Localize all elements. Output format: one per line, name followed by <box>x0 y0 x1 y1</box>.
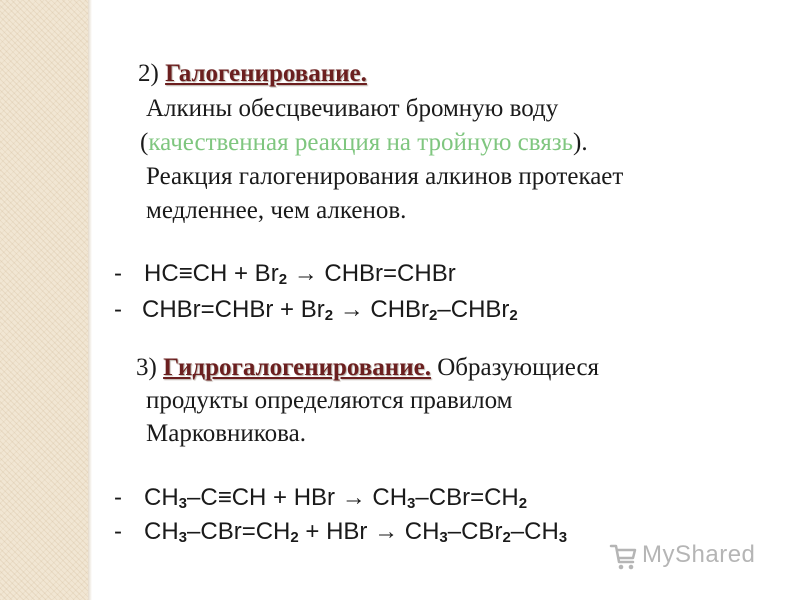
shopping-cart-icon <box>608 540 638 572</box>
subscript: 2 <box>429 307 438 324</box>
formula-part: –CHBr <box>437 296 510 323</box>
myshared-watermark <box>608 540 768 574</box>
qualitative-reaction-note: качественная реакция на тройную связь <box>148 129 573 156</box>
formula-part: –CBr=CH <box>187 518 291 545</box>
subscript: 2 <box>290 529 299 546</box>
subscript: 3 <box>178 495 188 512</box>
paren-open: ( <box>140 129 149 156</box>
paren-close: ). <box>573 129 588 156</box>
section-3-line-2: продукты определяются правилом <box>146 387 513 414</box>
section-3-heading: Гидрогалогенирование. <box>163 354 431 381</box>
formula-part: CH <box>144 484 179 511</box>
list-dash: - <box>114 518 122 545</box>
subscript: 3 <box>558 529 568 546</box>
section-2-line-3: Реакция галогенирования алкинов протекает <box>146 163 624 190</box>
subscript: 2 <box>324 307 334 324</box>
formula-part: CH <box>144 518 179 545</box>
list-dash: - <box>114 260 122 287</box>
subscript: 3 <box>439 529 448 546</box>
reaction-3b <box>114 517 567 553</box>
section-2-line-2 <box>140 127 588 158</box>
reaction-3a <box>114 483 527 519</box>
section-2-title-line <box>138 58 367 89</box>
list-dash: - <box>114 484 122 511</box>
formula-part: –C≡CH + HBr → CH <box>187 484 408 511</box>
formula-part: + HBr → CH <box>298 518 440 545</box>
formula-part: –CBr <box>447 518 503 545</box>
section-2-line-4: медленнее, чем алкенов. <box>146 197 407 224</box>
section-3-line-3: Марковникова. <box>146 420 306 447</box>
subscript: 2 <box>278 271 288 288</box>
subscript: 3 <box>407 495 416 512</box>
decorative-side-stripe <box>0 0 88 600</box>
section-2-line-1: Алкины обесцвечивают бромную воду <box>146 95 559 122</box>
subscript: 3 <box>178 529 188 546</box>
section-3-number: 3) <box>136 354 157 381</box>
section-3-tail: Образующиеся <box>437 354 600 381</box>
subscript: 2 <box>518 495 528 512</box>
section-2-number: 2) <box>138 60 159 87</box>
formula-part: → CHBr <box>333 296 430 323</box>
subscript: 2 <box>502 529 511 546</box>
reaction-2b <box>114 295 518 331</box>
formula-part: HC≡CH + Br <box>144 260 279 287</box>
formula-part: → CHBr=CHBr <box>287 260 456 287</box>
formula-part: –CH <box>510 518 559 545</box>
subscript: 2 <box>509 307 518 324</box>
section-3-title-line <box>136 352 599 383</box>
stripe-edge <box>88 0 92 600</box>
reaction-2a <box>114 259 456 295</box>
formula-part: CHBr=CHBr + Br <box>142 296 325 323</box>
formula-part: –CBr=CH <box>415 484 519 511</box>
watermark-text: MyShared <box>642 541 756 568</box>
list-dash: - <box>114 296 122 323</box>
section-2-heading: Галогенирование. <box>165 60 367 87</box>
